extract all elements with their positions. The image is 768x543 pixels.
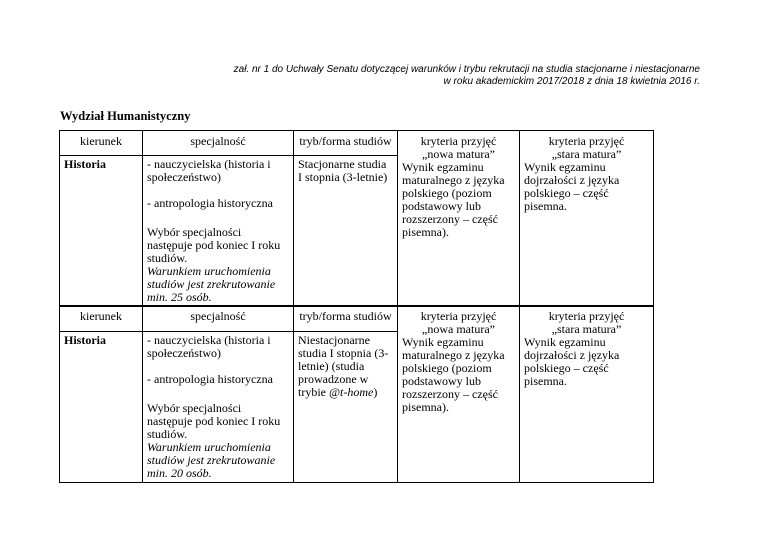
launch-condition-note: Warunkiem uruchomienia studiów jest zrekrutowanie min. 20 osób. — [147, 440, 276, 480]
table-header-row — [60, 131, 654, 156]
header-kryteria-stara: kryteria przyjęć — [548, 134, 625, 148]
specjalnosc-note: Wybór specjalności następuje pod koniec I roku studiów. — [147, 225, 281, 265]
specjalnosc-option-2: - antropologia historyczna — [147, 196, 273, 210]
header-tryb: tryb/forma studiów — [294, 306, 398, 332]
cell-kryteria-nowa — [398, 306, 520, 483]
kryteria-stara-text: Wynik egzaminu dojrzałości z języka polskiego – część pisemna. — [524, 160, 620, 213]
header-kryteria-stara: kryteria przyjęć — [548, 309, 625, 323]
specjalnosc-cell — [143, 156, 294, 307]
tryb-cell — [294, 156, 398, 307]
annex-note-line-2: w roku akademickim 2017/2018 z dnia 18 kwietnia 2016 r. — [443, 76, 700, 87]
specjalnosc-option-1: - nauczycielska (historia i społeczeństwo) — [147, 157, 271, 184]
kryteria-stara-text: Wynik egzaminu dojrzałości z języka polskiego – część pisemna. — [524, 335, 620, 388]
launch-condition-note: Warunkiem uruchomienia studiów jest zrekrutowanie min. 25 osób. — [147, 264, 276, 304]
kryteria-nowa-text: Wynik egzaminu maturalnego z języka polskiego (poziom podstawowy lub rozszerzony – część pisemna). — [402, 160, 505, 239]
admission-table-part-time — [59, 305, 654, 483]
header-tryb: tryb/forma studiów — [294, 131, 398, 156]
header-kryteria-nowa: kryteria przyjęć — [420, 134, 497, 148]
header-kierunek: kierunek — [60, 131, 143, 156]
kierunek-value: Historia — [60, 156, 143, 307]
header-kryteria-stara-sub: „stara matura” — [551, 322, 622, 336]
resolution-annex-note — [140, 64, 700, 88]
cell-kryteria-stara — [520, 131, 654, 307]
kierunek-value: Historia — [60, 332, 143, 483]
specjalnosc-note: Wybór specjalności następuje pod koniec I roku studiów. — [147, 401, 281, 441]
table-header-row — [60, 306, 654, 332]
specjalnosc-option-1: - nauczycielska (historia i społeczeństwo) — [147, 333, 271, 360]
tryb-close: ) — [373, 385, 378, 399]
header-kierunek: kierunek — [60, 306, 143, 332]
header-kryteria-stara-sub: „stara matura” — [551, 147, 622, 161]
header-kryteria-nowa: kryteria przyjęć — [420, 309, 497, 323]
header-kryteria-nowa-sub: „nowa matura” — [422, 147, 495, 161]
kryteria-nowa-text: Wynik egzaminu maturalnego z języka polskiego (poziom podstawowy lub rozszerzony – część pisemna). — [402, 335, 505, 414]
header-specjalnosc: specjalność — [143, 131, 294, 156]
tryb-value: Stacjonarne studia I stopnia (3-letnie) — [298, 157, 388, 184]
admission-table-full-time — [59, 130, 654, 307]
annex-note-line-1: zał. nr 1 do Uchwały Senatu dotyczącej warunków i trybu rekrutacji na studia stacjonarne i niestacjonarne — [233, 64, 700, 75]
header-kryteria-nowa-sub: „nowa matura” — [422, 322, 495, 336]
tryb-italic: @t-home — [329, 385, 374, 399]
department-title: Wydział Humanistyczny — [60, 109, 191, 123]
tryb-value: Niestacjonarne studia I stopnia (3-letnie) (studia prowadzone w trybie — [298, 333, 389, 399]
specjalnosc-cell — [143, 332, 294, 483]
cell-kryteria-stara — [520, 306, 654, 483]
header-specjalnosc: specjalność — [143, 306, 294, 332]
tryb-cell — [294, 332, 398, 483]
cell-kryteria-nowa — [398, 131, 520, 307]
specjalnosc-option-2: - antropologia historyczna — [147, 372, 273, 386]
